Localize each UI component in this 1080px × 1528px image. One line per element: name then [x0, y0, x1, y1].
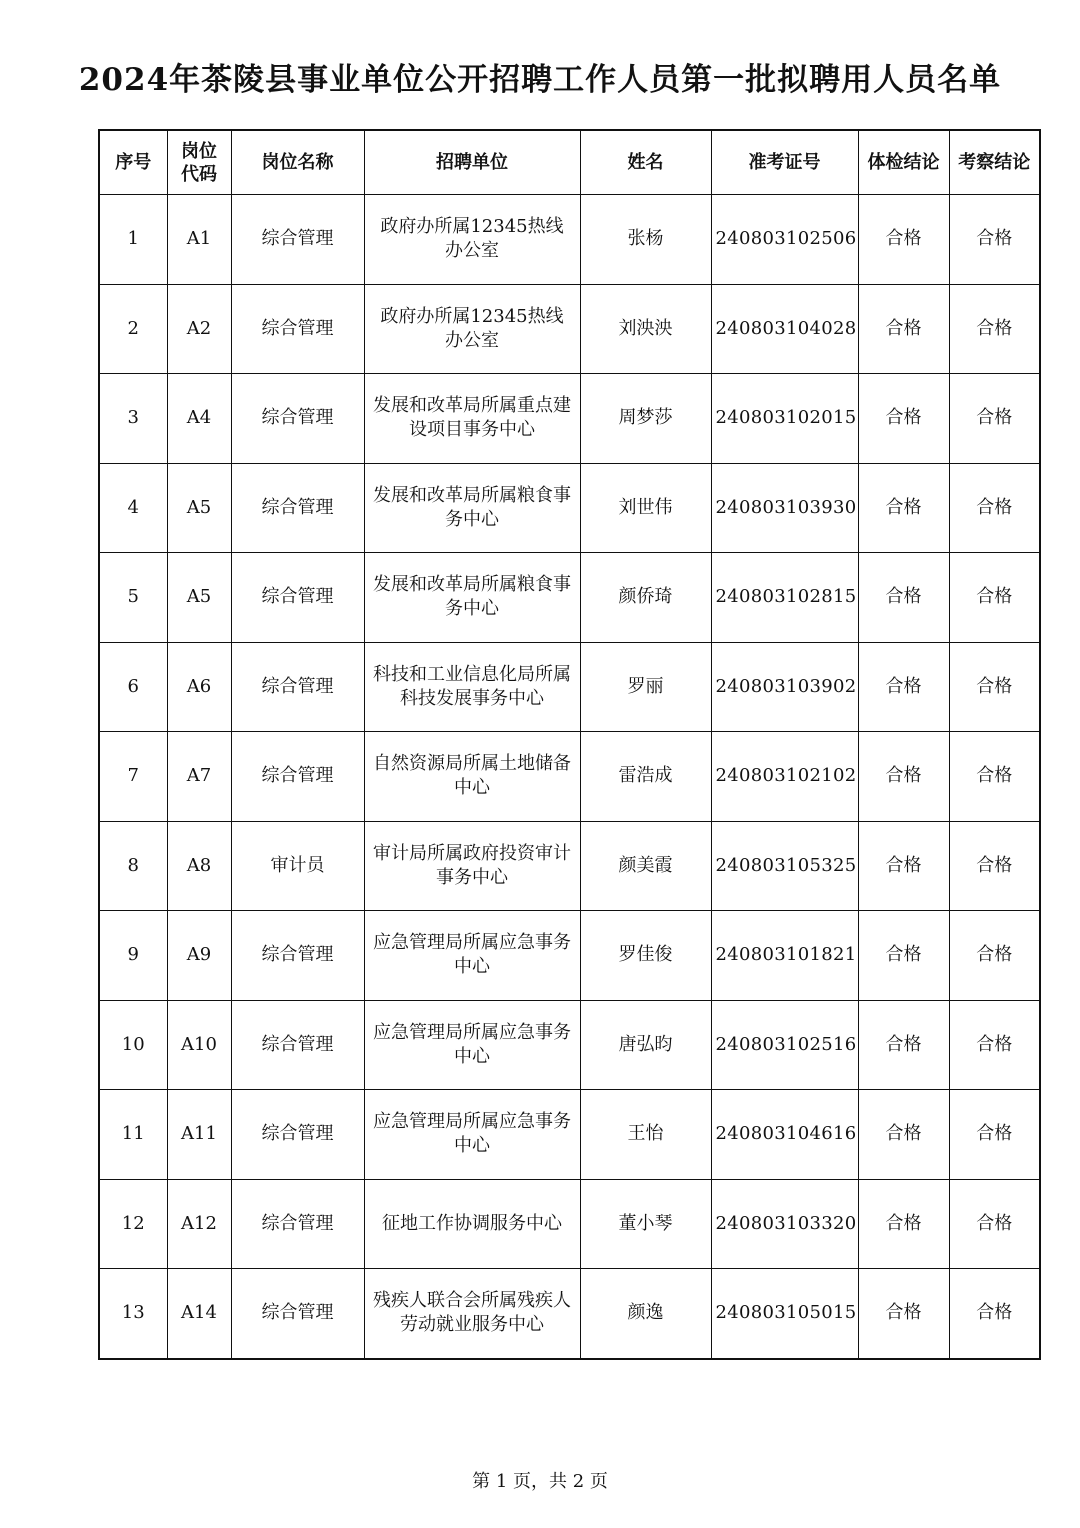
cell-unit: 应急管理局所属应急事务中心 — [364, 1090, 580, 1180]
cell-inspection: 合格 — [949, 1000, 1040, 1090]
cell-post-name: 综合管理 — [231, 1090, 364, 1180]
cell-medical: 合格 — [858, 1269, 949, 1359]
header-seq: 序号 — [99, 130, 167, 195]
cell-unit: 科技和工业信息化局所属科技发展事务中心 — [364, 642, 580, 732]
cell-post-name: 综合管理 — [231, 374, 364, 464]
table-row — [99, 463, 1040, 553]
table-row — [99, 553, 1040, 643]
cell-name: 颜美霞 — [580, 821, 711, 911]
cell-inspection: 合格 — [949, 284, 1040, 374]
cell-post-name: 综合管理 — [231, 195, 364, 285]
cell-name: 颜逸 — [580, 1269, 711, 1359]
cell-exam-no: 240803102102 — [711, 732, 858, 822]
cell-exam-no: 240803101821 — [711, 911, 858, 1001]
cell-post-name: 综合管理 — [231, 732, 364, 822]
cell-medical: 合格 — [858, 284, 949, 374]
cell-post-code: A8 — [167, 821, 231, 911]
cell-post-code: A11 — [167, 1090, 231, 1180]
cell-post-name: 综合管理 — [231, 463, 364, 553]
cell-post-code: A12 — [167, 1179, 231, 1269]
table-row — [99, 195, 1040, 285]
cell-medical: 合格 — [858, 1090, 949, 1180]
cell-inspection: 合格 — [949, 195, 1040, 285]
cell-post-name: 综合管理 — [231, 1179, 364, 1269]
header-post-name: 岗位名称 — [231, 130, 364, 195]
header-inspection: 考察结论 — [949, 130, 1040, 195]
cell-exam-no: 240803102516 — [711, 1000, 858, 1090]
cell-inspection: 合格 — [949, 1090, 1040, 1180]
cell-post-code: A14 — [167, 1269, 231, 1359]
cell-seq: 7 — [99, 732, 167, 822]
header-unit: 招聘单位 — [364, 130, 580, 195]
cell-medical: 合格 — [858, 732, 949, 822]
cell-post-code: A6 — [167, 642, 231, 732]
cell-seq: 3 — [99, 374, 167, 464]
cell-post-code: A5 — [167, 553, 231, 643]
cell-post-name: 审计员 — [231, 821, 364, 911]
cell-inspection: 合格 — [949, 463, 1040, 553]
cell-name: 王怡 — [580, 1090, 711, 1180]
cell-post-name: 综合管理 — [231, 553, 364, 643]
cell-seq: 11 — [99, 1090, 167, 1180]
cell-name: 张杨 — [580, 195, 711, 285]
page-footer: 第 1 页，共 2 页 — [472, 1471, 608, 1492]
table-row — [99, 284, 1040, 374]
cell-seq: 8 — [99, 821, 167, 911]
cell-inspection: 合格 — [949, 374, 1040, 464]
cell-post-code: A2 — [167, 284, 231, 374]
cell-medical: 合格 — [858, 642, 949, 732]
header-exam-no: 准考证号 — [711, 130, 858, 195]
cell-name: 罗佳俊 — [580, 911, 711, 1001]
cell-unit: 政府办所属12345热线办公室 — [364, 195, 580, 285]
header-medical: 体检结论 — [858, 130, 949, 195]
cell-exam-no: 240803104616 — [711, 1090, 858, 1180]
cell-medical: 合格 — [858, 195, 949, 285]
cell-exam-no: 240803103320 — [711, 1179, 858, 1269]
cell-seq: 12 — [99, 1179, 167, 1269]
cell-seq: 2 — [99, 284, 167, 374]
cell-medical: 合格 — [858, 1000, 949, 1090]
cell-post-name: 综合管理 — [231, 1269, 364, 1359]
cell-exam-no: 240803105325 — [711, 821, 858, 911]
cell-exam-no: 240803103930 — [711, 463, 858, 553]
cell-inspection: 合格 — [949, 911, 1040, 1001]
table-row — [99, 374, 1040, 464]
cell-medical: 合格 — [858, 463, 949, 553]
table-row — [99, 1269, 1040, 1359]
header-name: 姓名 — [580, 130, 711, 195]
cell-exam-no: 240803103902 — [711, 642, 858, 732]
cell-seq: 13 — [99, 1269, 167, 1359]
cell-unit: 残疾人联合会所属残疾人劳动就业服务中心 — [364, 1269, 580, 1359]
cell-post-code: A4 — [167, 374, 231, 464]
cell-medical: 合格 — [858, 1179, 949, 1269]
cell-post-code: A7 — [167, 732, 231, 822]
cell-unit: 应急管理局所属应急事务中心 — [364, 1000, 580, 1090]
cell-name: 颜侨琦 — [580, 553, 711, 643]
cell-name: 雷浩成 — [580, 732, 711, 822]
cell-exam-no: 240803102015 — [711, 374, 858, 464]
page-title: 2024年茶陵县事业单位公开招聘工作人员第一批拟聘用人员名单 — [78, 62, 1002, 98]
cell-exam-no: 240803102506 — [711, 195, 858, 285]
cell-seq: 1 — [99, 195, 167, 285]
cell-unit: 自然资源局所属土地储备中心 — [364, 732, 580, 822]
table-header-row — [99, 130, 1040, 195]
cell-inspection: 合格 — [949, 1179, 1040, 1269]
cell-exam-no: 240803104028 — [711, 284, 858, 374]
cell-unit: 发展和改革局所属粮食事务中心 — [364, 463, 580, 553]
cell-medical: 合格 — [858, 821, 949, 911]
cell-inspection: 合格 — [949, 1269, 1040, 1359]
cell-post-name: 综合管理 — [231, 1000, 364, 1090]
hiring-roster-table — [98, 129, 1041, 1360]
cell-unit: 审计局所属政府投资审计事务中心 — [364, 821, 580, 911]
table-row — [99, 911, 1040, 1001]
cell-unit: 征地工作协调服务中心 — [364, 1179, 580, 1269]
cell-inspection: 合格 — [949, 553, 1040, 643]
cell-seq: 10 — [99, 1000, 167, 1090]
cell-name: 董小琴 — [580, 1179, 711, 1269]
cell-post-name: 综合管理 — [231, 642, 364, 732]
table-row — [99, 1179, 1040, 1269]
cell-exam-no: 240803102815 — [711, 553, 858, 643]
cell-name: 唐弘昀 — [580, 1000, 711, 1090]
table-row — [99, 1000, 1040, 1090]
cell-name: 刘世伟 — [580, 463, 711, 553]
cell-post-code: A5 — [167, 463, 231, 553]
cell-post-code: A9 — [167, 911, 231, 1001]
cell-post-name: 综合管理 — [231, 911, 364, 1001]
cell-inspection: 合格 — [949, 732, 1040, 822]
cell-name: 罗丽 — [580, 642, 711, 732]
table-row — [99, 1090, 1040, 1180]
table-row — [99, 642, 1040, 732]
table-body — [99, 195, 1040, 1359]
cell-unit: 应急管理局所属应急事务中心 — [364, 911, 580, 1001]
cell-inspection: 合格 — [949, 821, 1040, 911]
table-row — [99, 732, 1040, 822]
cell-post-code: A10 — [167, 1000, 231, 1090]
cell-name: 周梦莎 — [580, 374, 711, 464]
cell-seq: 4 — [99, 463, 167, 553]
table-row — [99, 821, 1040, 911]
cell-post-code: A1 — [167, 195, 231, 285]
cell-inspection: 合格 — [949, 642, 1040, 732]
cell-unit: 发展和改革局所属粮食事务中心 — [364, 553, 580, 643]
header-post-code: 岗位代码 — [167, 130, 231, 195]
cell-medical: 合格 — [858, 553, 949, 643]
cell-seq: 9 — [99, 911, 167, 1001]
cell-unit: 政府办所属12345热线办公室 — [364, 284, 580, 374]
cell-exam-no: 240803105015 — [711, 1269, 858, 1359]
cell-seq: 5 — [99, 553, 167, 643]
cell-medical: 合格 — [858, 911, 949, 1001]
cell-post-name: 综合管理 — [231, 284, 364, 374]
cell-unit: 发展和改革局所属重点建设项目事务中心 — [364, 374, 580, 464]
cell-seq: 6 — [99, 642, 167, 732]
cell-name: 刘泱泱 — [580, 284, 711, 374]
cell-medical: 合格 — [858, 374, 949, 464]
